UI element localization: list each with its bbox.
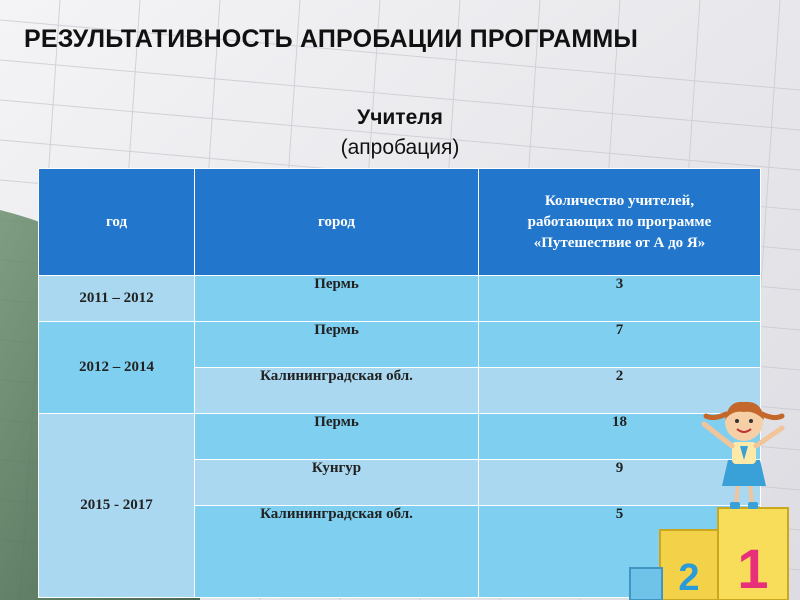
city-cell: Калининградская обл. — [195, 368, 479, 414]
slide-subtitle — [0, 103, 800, 163]
table-header-row — [39, 169, 761, 276]
girl-figure — [704, 402, 782, 509]
podium-digit-1: 1 — [737, 537, 769, 600]
count-cell: 9 — [479, 460, 761, 506]
city-cell: Калининградская обл. — [195, 506, 479, 598]
header-count-line3: «Путешествие от А до Я» — [533, 234, 706, 251]
subtitle-teachers: Учителя — [357, 106, 443, 129]
podium-block-small — [630, 568, 662, 600]
city-cell: Кунгур — [195, 460, 479, 506]
podium-digit-2: 2 — [678, 557, 700, 599]
count-cell: 5 — [479, 506, 761, 598]
girl-on-podium-illustration — [620, 390, 800, 600]
count-cell: 3 — [479, 276, 761, 322]
year-cell: 2015 - 2017 — [39, 414, 195, 598]
city-cell: Пермь — [195, 322, 479, 368]
header-count-line1: Количество учителей, — [544, 192, 695, 209]
slide-title: РЕЗУЛЬТАТИВНОСТЬ АПРОБАЦИИ ПРОГРАММЫ — [24, 25, 639, 53]
header-city: город — [195, 169, 479, 276]
header-teacher-count — [479, 169, 761, 276]
city-cell: Пермь — [195, 414, 479, 460]
header-count-line2: работающих по программе — [527, 213, 712, 230]
table-row — [39, 276, 761, 322]
header-year: год — [39, 169, 195, 276]
count-cell: 18 — [479, 414, 761, 460]
table-row — [39, 322, 761, 368]
count-cell: 7 — [479, 322, 761, 368]
subtitle-approbation: (апробация) — [340, 136, 460, 159]
year-cell: 2011 – 2012 — [39, 276, 195, 322]
year-cell: 2012 – 2014 — [39, 322, 195, 414]
city-cell: Пермь — [195, 276, 479, 322]
count-cell: 2 — [479, 368, 761, 414]
